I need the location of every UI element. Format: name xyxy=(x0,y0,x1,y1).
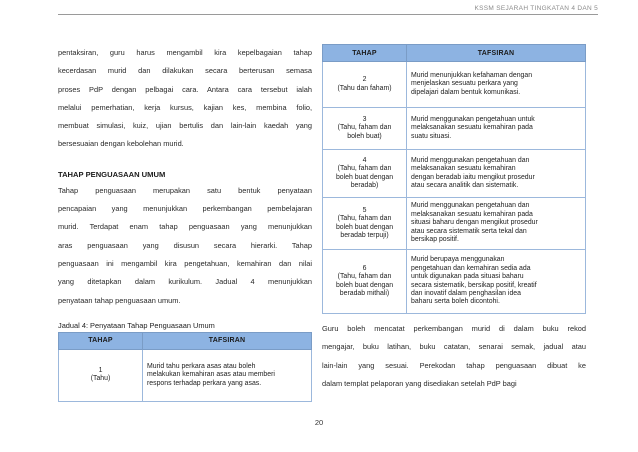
interpretation-text: dan inovatif dalam penghasilan idea xyxy=(411,289,521,297)
level-text: (Tahu, faham dan xyxy=(337,124,392,132)
interpretation-text: atau secara analitik dan sistematik. xyxy=(411,181,519,189)
closing-paragraph xyxy=(322,320,586,393)
interpretation-text: Murid menggunakan pengetahuan dan xyxy=(411,202,530,210)
level-text: beradab mithali) xyxy=(339,289,390,297)
intro-paragraph xyxy=(58,44,312,154)
table-caption: Jadual 4: Penyataan Tahap Penguasaan Umum xyxy=(58,320,215,330)
table-row xyxy=(323,108,586,150)
interpretation-text: Murid menunjukkan kefahaman dengan xyxy=(411,71,533,79)
level-table-part-1 xyxy=(58,332,312,402)
text-line: lain-lain yang sesuai. Perekodan tahap penguasaan dibuat ke xyxy=(322,360,586,370)
interpretation-cell xyxy=(407,250,586,314)
level-text: 4 xyxy=(362,156,367,164)
text-line: melalui pemerhatian, kerja kursus, kajian kes, membina folio, xyxy=(58,102,312,112)
interpretation-cell xyxy=(143,349,312,401)
level-text: boleh buat dengan xyxy=(335,223,394,231)
interpretation-text: untuk digunakan pada situasi baharu xyxy=(411,273,524,281)
interpretation-text: suatu situasi. xyxy=(411,132,452,140)
interpretation-cell xyxy=(407,150,586,198)
level-cell xyxy=(323,62,407,108)
text-line: pentaksiran, guru harus mengambil kira kepelbagaian tahap xyxy=(58,48,312,57)
text-line: pencapaian yang menunjukkan perkembangan pembelajaran xyxy=(58,204,312,214)
level-text: 3 xyxy=(362,115,367,123)
interpretation-text: baharu serta boleh dicontohi. xyxy=(411,298,500,306)
interpretation-text: bersikap positif. xyxy=(411,236,459,244)
column-header-level: TAHAP xyxy=(323,45,407,62)
interpretation-text: Murid menggunakan pengetahuan untuk xyxy=(411,115,535,123)
text-line: aras penguasaan yang disusun secara hierarki. Tahap xyxy=(58,240,312,250)
level-text: boleh buat) xyxy=(347,132,382,140)
text-line: penyataan tahap penguasaan umum. xyxy=(58,295,181,305)
text-line: Guru boleh mencatat perkembangan murid di dalam buku rekod xyxy=(322,324,586,333)
level-text: (Tahu, faham dan xyxy=(337,165,392,173)
level-table-part-2 xyxy=(322,44,586,314)
interpretation-text: Murid tahu perkara asas atau boleh xyxy=(147,362,256,370)
level-text: 5 xyxy=(362,206,367,214)
table-row xyxy=(323,150,586,198)
level-cell xyxy=(323,198,407,250)
section-title: TAHAP PENGUASAAN UMUM xyxy=(58,169,166,179)
level-text: (Tahu, faham dan xyxy=(337,273,392,281)
column-header-interpretation: TAFSIRAN xyxy=(143,332,312,349)
level-text: 2 xyxy=(362,76,367,84)
level-text: 6 xyxy=(362,264,367,272)
interpretation-text: Murid berupaya menggunakan xyxy=(411,256,505,264)
table-row xyxy=(323,250,586,314)
right-column xyxy=(322,44,586,393)
level-cell xyxy=(323,108,407,150)
column-header-level: TAHAP xyxy=(59,332,143,349)
text-line: bersesuaian dengan kebolehan murid. xyxy=(58,139,184,149)
interpretation-text: melaksanakan sesuatu kemahiran pada xyxy=(411,210,533,218)
left-column xyxy=(58,44,312,402)
text-line: dalam templat pelaporan yang disediakan setelah PdP bagi xyxy=(322,378,517,388)
header-rule xyxy=(58,14,598,15)
interpretation-cell xyxy=(407,62,586,108)
table-row xyxy=(323,62,586,108)
level-cell xyxy=(59,349,143,401)
interpretation-text: menjelaskan sesuatu perkara yang xyxy=(411,80,518,88)
interpretation-text: atau secara sistematik serta tekal dan xyxy=(411,227,527,235)
interpretation-text: Murid menggunakan pengetahuan dan xyxy=(411,156,530,164)
interpretation-cell xyxy=(407,108,586,150)
text-line: proses PdP dengan pelbagai cara. Antara cara tersebut ialah xyxy=(58,84,312,94)
text-line: Tahap penguasaan merupakan satu bentuk penyataan xyxy=(58,185,312,195)
level-text: (Tahu) xyxy=(90,375,111,383)
table-row xyxy=(323,198,586,250)
interpretation-text: dengan beradab iaitu mengikut prosedur xyxy=(411,173,535,181)
section-paragraph xyxy=(58,182,312,310)
table-row xyxy=(59,349,312,401)
interpretation-text: secara sistematik, bersikap positif, kreatif xyxy=(411,281,537,289)
interpretation-text: melakukan kemahiran asas atau memberi xyxy=(147,371,275,379)
text-line: penguasaan ini mengambil kira pengetahuan, kemahiran dan nilai xyxy=(58,258,312,268)
interpretation-text: melaksanakan sesuatu kemahiran xyxy=(411,165,516,173)
level-cell xyxy=(323,250,407,314)
text-line: yang ditetapkan dalam kurikulum. Jadual 4 menunjukkan xyxy=(58,277,312,287)
interpretation-text: dipelajari dalam bentuk komunikasi. xyxy=(411,88,521,96)
interpretation-text: melaksanakan sesuatu kemahiran pada xyxy=(411,124,533,132)
level-text: boleh buat dengan xyxy=(335,173,394,181)
level-text: beradab terpuji) xyxy=(340,231,389,239)
text-line: murid. Terdapat enam tahap penguasaan yang menunjukkan xyxy=(58,222,312,232)
text-line: kecerdasan murid dan dilakukan secara berterusan semasa xyxy=(58,66,312,76)
interpretation-text: situasi baharu dengan mengikut prosedur xyxy=(411,219,538,227)
level-cell xyxy=(323,150,407,198)
running-header: KSSM SEJARAH TINGKATAN 4 DAN 5 xyxy=(474,5,598,12)
page-number: 20 xyxy=(314,418,324,427)
interpretation-cell xyxy=(407,198,586,250)
text-line: membuat simulasi, kuiz, ujian bertulis dan lain-lain kaedah yang xyxy=(58,121,312,131)
text-line: mengajar, buku latihan, buku catatan, senarai semak, jadual atau xyxy=(322,342,586,352)
level-text: beradab) xyxy=(350,181,379,189)
level-text: boleh buat dengan xyxy=(335,281,394,289)
level-text: (Tahu dan faham) xyxy=(337,84,392,92)
interpretation-text: pengetahuan dan kemahiran sedia ada xyxy=(411,264,531,272)
level-text: (Tahu, faham dan xyxy=(337,215,392,223)
level-text: 1 xyxy=(98,366,103,374)
interpretation-text: respons terhadap perkara yang asas. xyxy=(147,379,262,387)
column-header-interpretation: TAFSIRAN xyxy=(407,45,586,62)
